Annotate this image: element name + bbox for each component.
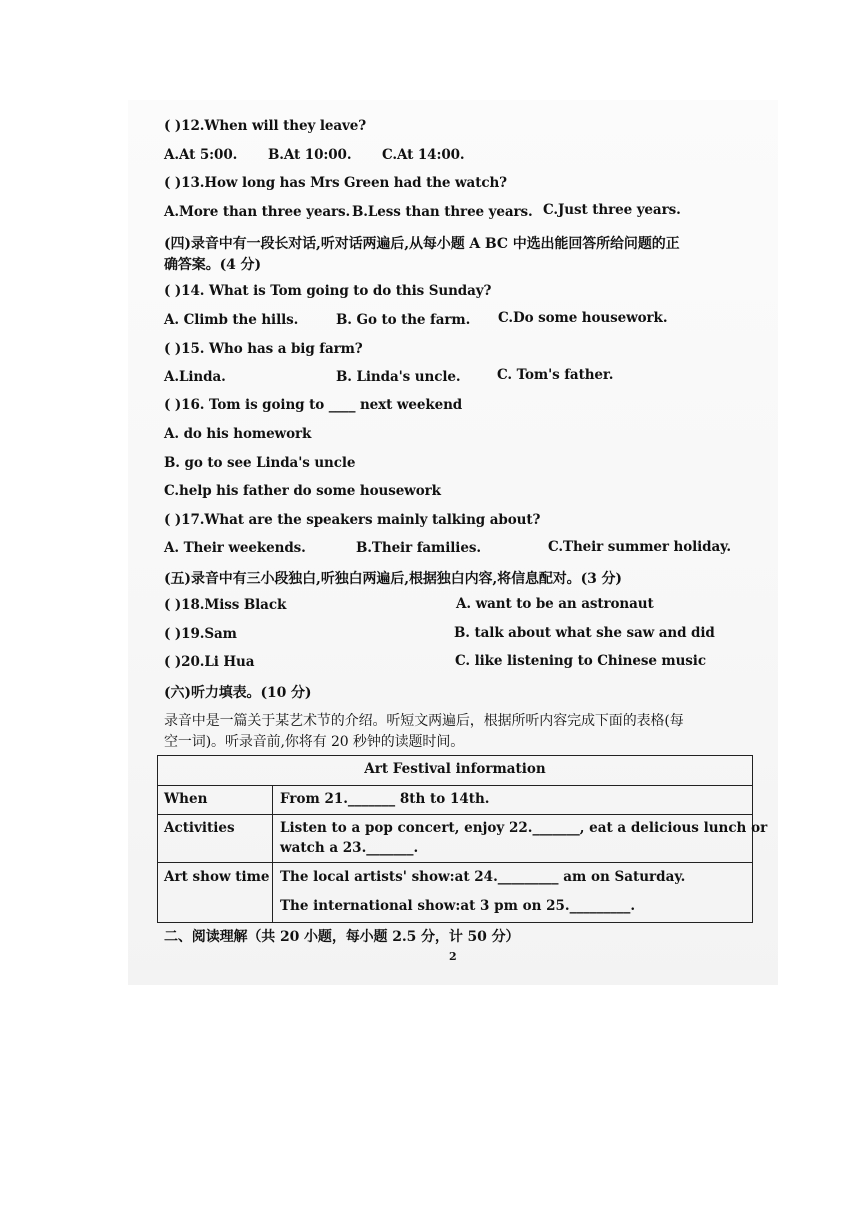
section-5-instructions: (五)录音中有三小段独白,听独白两遍后,根据独白内容,将信息配对。(3 分)	[164, 571, 622, 587]
table-show-time-line1: The local artists' show:at 24._________ am on Saturday.	[280, 869, 686, 885]
question-17: ( )17.What are the speakers mainly talking about?	[164, 512, 541, 528]
table-label-activities: Activities	[164, 820, 235, 836]
question-15: ( )15. Who has a big farm?	[164, 341, 363, 357]
q12-option-c: C.At 14:00.	[382, 147, 465, 163]
table-activities-line1: Listen to a pop concert, enjoy 22._______, eat a delicious lunch or	[280, 820, 768, 836]
q14-option-b: B. Go to the farm.	[336, 312, 471, 328]
match-item-20: ( )20.Li Hua	[164, 654, 255, 670]
q13-option-b: B.Less than three years.	[352, 204, 533, 220]
q13-option-a: A.More than three years.	[164, 204, 351, 220]
q16-option-a: A. do his homework	[164, 426, 312, 442]
q17-option-c: C.Their summer holiday.	[548, 539, 731, 555]
match-item-18: ( )18.Miss Black	[164, 597, 287, 613]
part-2-heading: 二、阅读理解（共 20 小题，每小题 2.5 分，计 50 分）	[164, 929, 520, 945]
q16-option-b: B. go to see Linda's uncle	[164, 455, 356, 471]
q17-option-a: A. Their weekends.	[164, 540, 306, 556]
q15-option-c: C. Tom's father.	[497, 367, 614, 383]
question-14: ( )14. What is Tom going to do this Sunday?	[164, 283, 492, 299]
q14-option-c: C.Do some housework.	[498, 310, 668, 326]
match-choice-c: C. like listening to Chinese music	[455, 653, 706, 669]
table-label-art-show-time: Art show time	[164, 869, 270, 885]
q15-option-a: A.Linda.	[164, 369, 226, 385]
table-header: Art Festival information	[364, 761, 546, 777]
table-rule	[158, 814, 752, 815]
q14-option-a: A. Climb the hills.	[164, 312, 299, 328]
section-6-title: (六)听力填表。(10 分)	[164, 685, 312, 701]
match-choice-b: B. talk about what she saw and did	[454, 625, 715, 641]
match-choice-a: A. want to be an astronaut	[456, 596, 654, 612]
section-4-instructions: (四)录音中有一段长对话,听对话两遍后,从每小题 A BC 中选出能回答所给问题的正	[164, 236, 680, 252]
table-column-rule	[272, 785, 273, 922]
section-4-instructions-cont: 确答案。(4 分)	[164, 257, 261, 273]
section-6-instructions: 录音中是一篇关于某艺术节的介绍。听短文两遍后，根据所听内容完成下面的表格(每	[164, 713, 684, 729]
table-show-time-line2: The international show:at 3 pm on 25._________.	[280, 898, 636, 914]
question-13: ( )13.How long has Mrs Green had the watch?	[164, 175, 507, 191]
table-when-content: From 21._______ 8th to 14th.	[280, 791, 490, 807]
section-6-instructions-cont: 空一词)。听录音前,你将有 20 秒钟的读题时间。	[164, 734, 465, 750]
table-rule	[158, 862, 752, 863]
table-rule	[158, 785, 752, 786]
page-number: 2	[449, 950, 457, 963]
table-activities-line2: watch a 23._______.	[280, 840, 419, 856]
q15-option-b: B. Linda's uncle.	[336, 369, 461, 385]
q16-option-c: C.help his father do some housework	[164, 483, 441, 499]
q13-option-c: C.Just three years.	[543, 202, 681, 218]
table-label-when: When	[164, 791, 208, 807]
q17-option-b: B.Their families.	[356, 540, 481, 556]
question-16: ( )16. Tom is going to ____ next weekend	[164, 397, 463, 413]
art-festival-table	[157, 755, 768, 923]
q12-option-b: B.At 10:00.	[268, 147, 352, 163]
question-12: ( )12.When will they leave?	[164, 118, 367, 134]
match-item-19: ( )19.Sam	[164, 626, 237, 642]
q12-option-a: A.At 5:00.	[164, 147, 238, 163]
